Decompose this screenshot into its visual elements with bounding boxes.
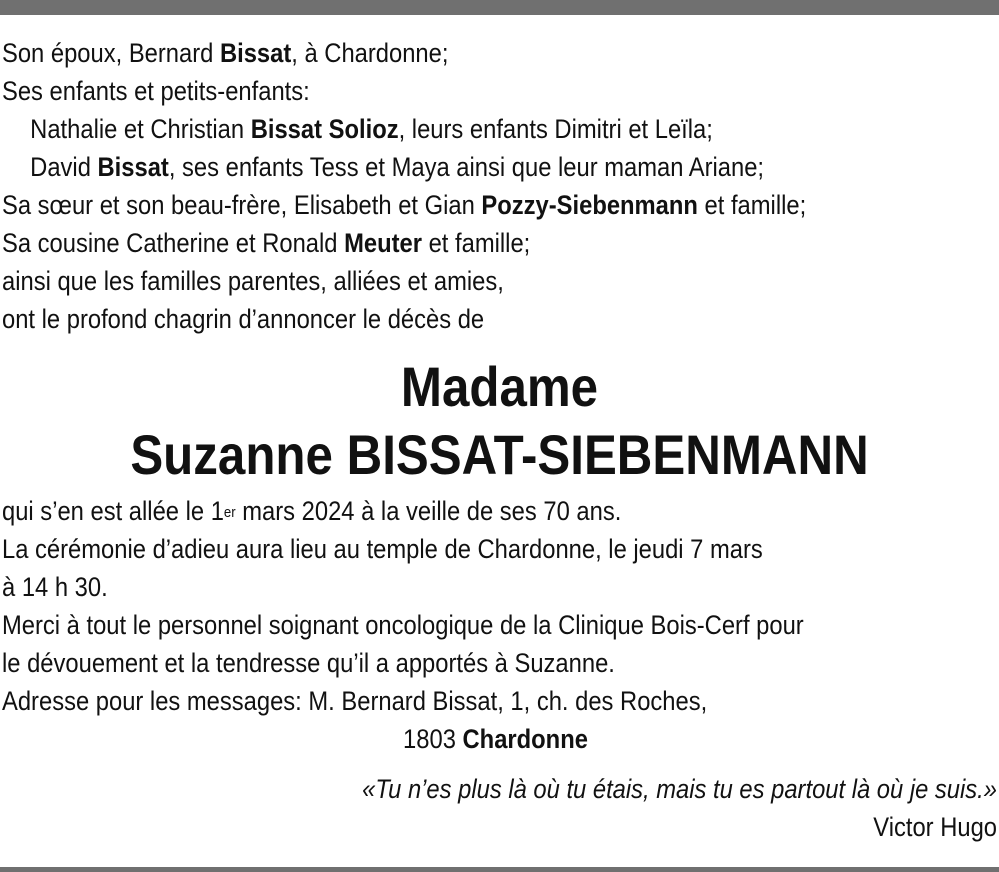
deceased-name-heading: Suzanne BISSAT-SIEBENMANN: [130, 423, 869, 486]
quote-text: «Tu n’es plus là où tu étais, mais tu es partout là où je suis.»: [362, 774, 997, 804]
ceremony-line-1: La cérémonie d’adieu aura lieu au temple de Chardonne, le jeudi 7 mars: [2, 534, 763, 564]
ceremony-line-2: à 14 h 30.: [2, 572, 108, 602]
family-line-child-david: David Bissat, ses enfants Tess et Maya ainsi que leur maman Ariane;: [30, 152, 765, 182]
top-rule: [0, 0, 999, 15]
quote-author: Victor Hugo: [873, 812, 997, 842]
honorific-heading: Madame: [400, 355, 599, 418]
bottom-rule: [0, 867, 999, 872]
family-line-children-heading: Ses enfants et petits-enfants:: [2, 76, 310, 106]
family-line-sister: Sa sœur et son beau-frère, Elisabeth et Gian Pozzy-Siebenmann et famille;: [2, 190, 807, 220]
thanks-line-1: Merci à tout le personnel soignant oncologique de la Clinique Bois-Cerf pour: [2, 610, 804, 640]
family-line-cousin: Sa cousine Catherine et Ronald Meuter et famille;: [2, 228, 531, 258]
family-line-relatives: ainsi que les familles parentes, alliées et amies,: [2, 266, 504, 296]
passing-line: qui s’en est allée le 1er mars 2024 à la veille de ses 70 ans.: [2, 496, 622, 526]
announcement-line: ont le profond chagrin d’annoncer le décès de: [2, 304, 485, 334]
address-line-2: 1803 Chardonne: [403, 724, 588, 754]
obituary-notice: [2, 34, 997, 846]
family-line-spouse: Son époux, Bernard Bissat, à Chardonne;: [2, 38, 449, 68]
family-line-child-nathalie: Nathalie et Christian Bissat Solioz, leurs enfants Dimitri et Leïla;: [30, 114, 713, 144]
thanks-line-2: le dévouement et la tendresse qu’il a apportés à Suzanne.: [2, 648, 615, 678]
address-line-1: Adresse pour les messages: M. Bernard Bissat, 1, ch. des Roches,: [2, 686, 708, 716]
